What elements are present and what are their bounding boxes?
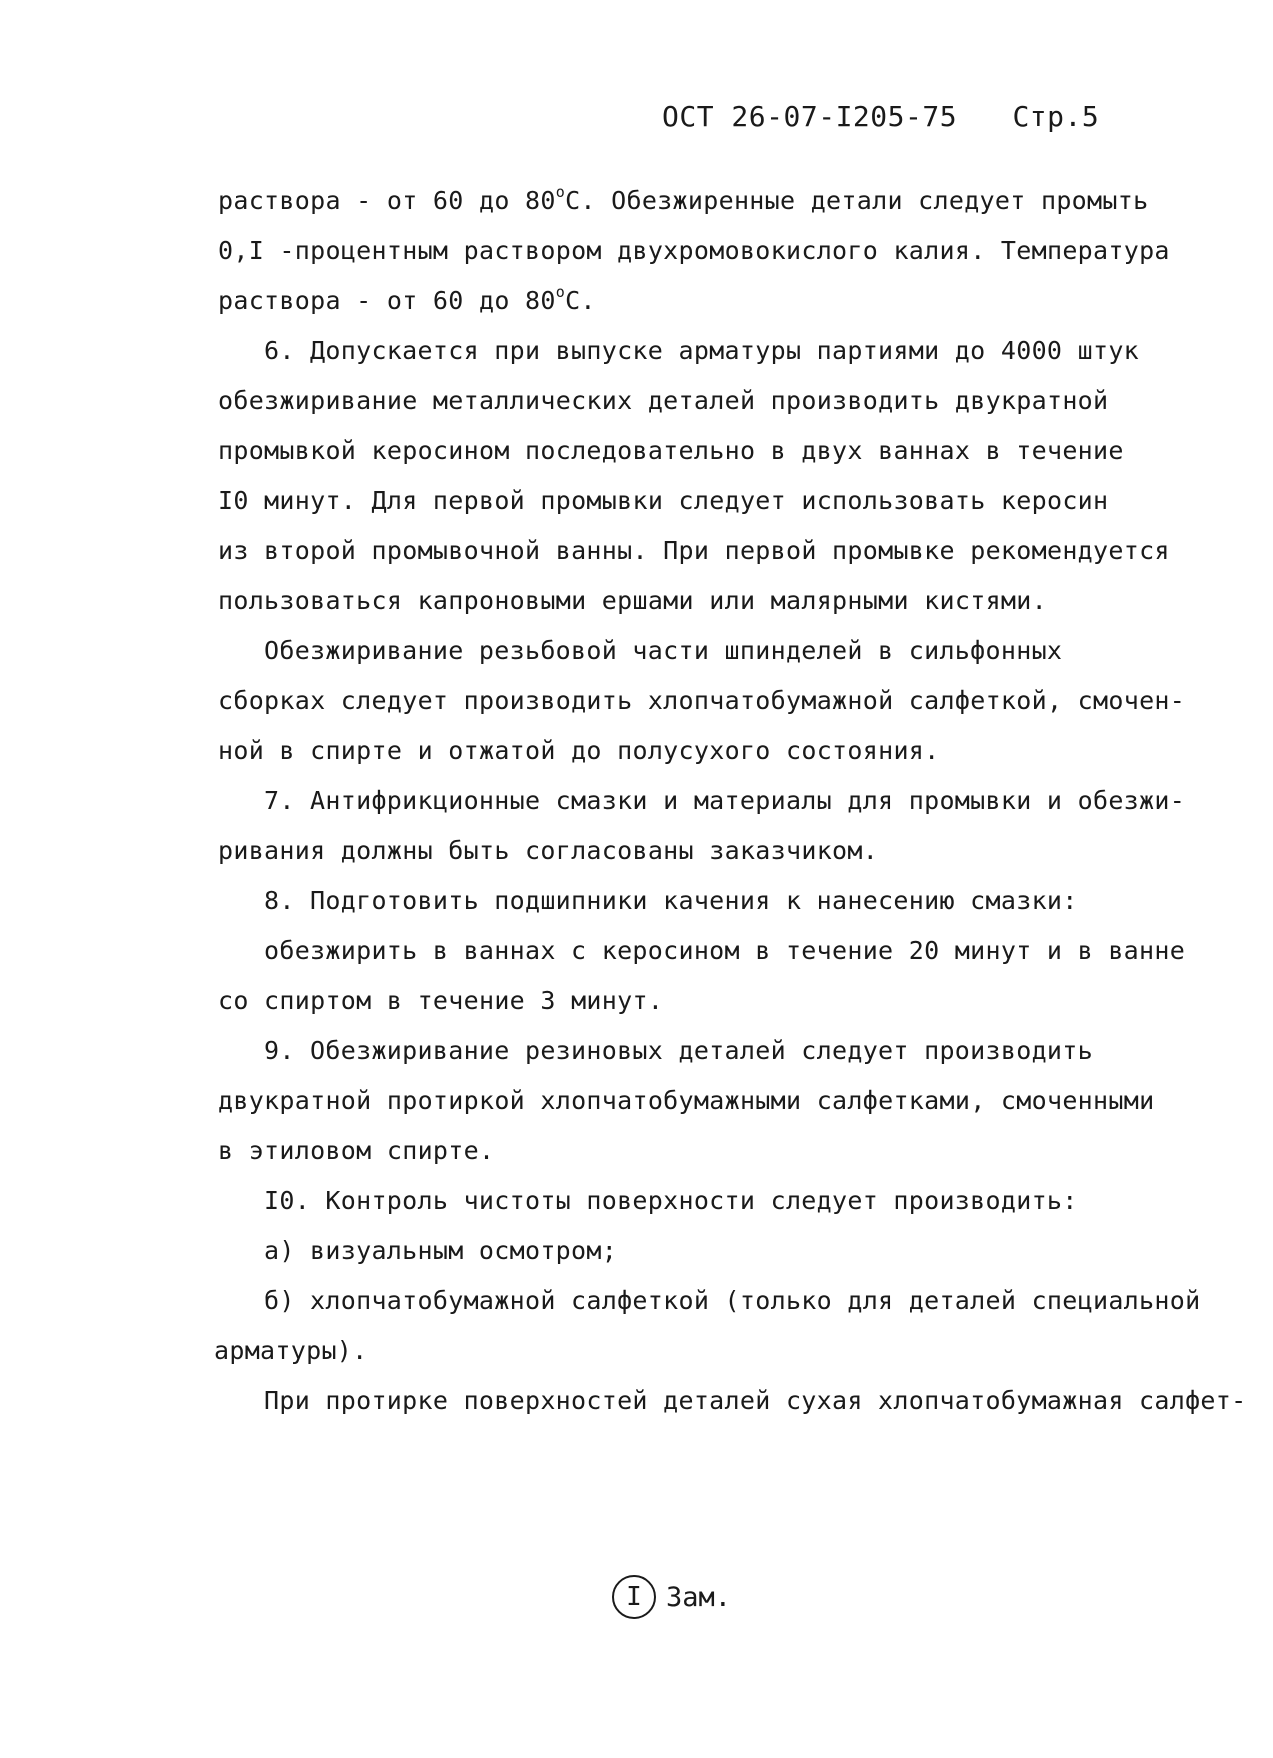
text-line-3: раствора - от 60 до $80^оС$.: [218, 283, 596, 315]
text-line-17: со спиртом в течение 3 минут.: [218, 986, 664, 1015]
doc-code: ОСТ 26-07-I205-75: [662, 100, 958, 133]
text-line-2: 0,I -процентным раствором двухромовокислого калия. Температура: [218, 236, 1170, 265]
text-line-10: Обезжиривание резьбовой части шпинделей в сильфонных: [264, 636, 1063, 665]
change-mark: [612, 1575, 731, 1619]
text-line-14: ривания должны быть согласованы заказчиком.: [218, 836, 879, 865]
text-line-22: а) визуальным осмотром;: [264, 1236, 618, 1265]
text-line-25: При протирке поверхностей деталей сухая хлопчатобумажная салфет-: [264, 1386, 1247, 1415]
text-line-12: ной в спирте и отжатой до полусухого состояния.: [218, 736, 940, 765]
text-line-15: 8. Подготовить подшипники качения к нанесению смазки:: [264, 886, 1078, 915]
text-line-24: арматуры).: [214, 1336, 368, 1365]
text-line-5: обезжиривание металлических деталей производить двукратной: [218, 386, 1109, 415]
text-line-19: двукратной протиркой хлопчатобумажными салфетками, смоченными: [218, 1086, 1155, 1115]
text-line-23: б) хлопчатобумажной салфеткой (только для деталей специальной: [264, 1286, 1201, 1315]
change-label: Зам.: [666, 1581, 732, 1613]
text-line-8: из второй промывочной ванны. При первой промывке рекомендуется: [218, 536, 1170, 565]
text-line-21: I0. Контроль чистоты поверхности следует производить:: [264, 1186, 1078, 1215]
text-line-18: 9. Обезжиривание резиновых деталей следует производить: [264, 1036, 1093, 1065]
page-header: [662, 100, 1099, 133]
text-line-16: обезжирить в ваннах с керосином в течение 20 минут и в ванне: [264, 936, 1186, 965]
change-number-circle: I: [612, 1575, 656, 1619]
text-line-6: промывкой керосином последовательно в двух ваннах в течение: [218, 436, 1124, 465]
text-line-13: 7. Антифрикционные смазки и материалы для промывки и обезжи-: [264, 786, 1186, 815]
text-line-4: 6. Допускается при выпуске арматуры партиями до 4000 штук: [264, 336, 1140, 365]
text-line-11: сборках следует производить хлопчатобумажной салфеткой, смочен-: [218, 686, 1186, 715]
page-number: Стр.5: [1012, 100, 1100, 133]
text-line-20: в этиловом спирте.: [218, 1136, 495, 1165]
text-line-1: раствора - от 60 до $80^оС$. Обезжиренные детали следует промыть: [218, 183, 1149, 215]
text-line-7: I0 минут. Для первой промывки следует использовать керосин: [218, 486, 1109, 515]
text-line-9: пользоваться капроновыми ершами или малярными кистями.: [218, 586, 1047, 615]
